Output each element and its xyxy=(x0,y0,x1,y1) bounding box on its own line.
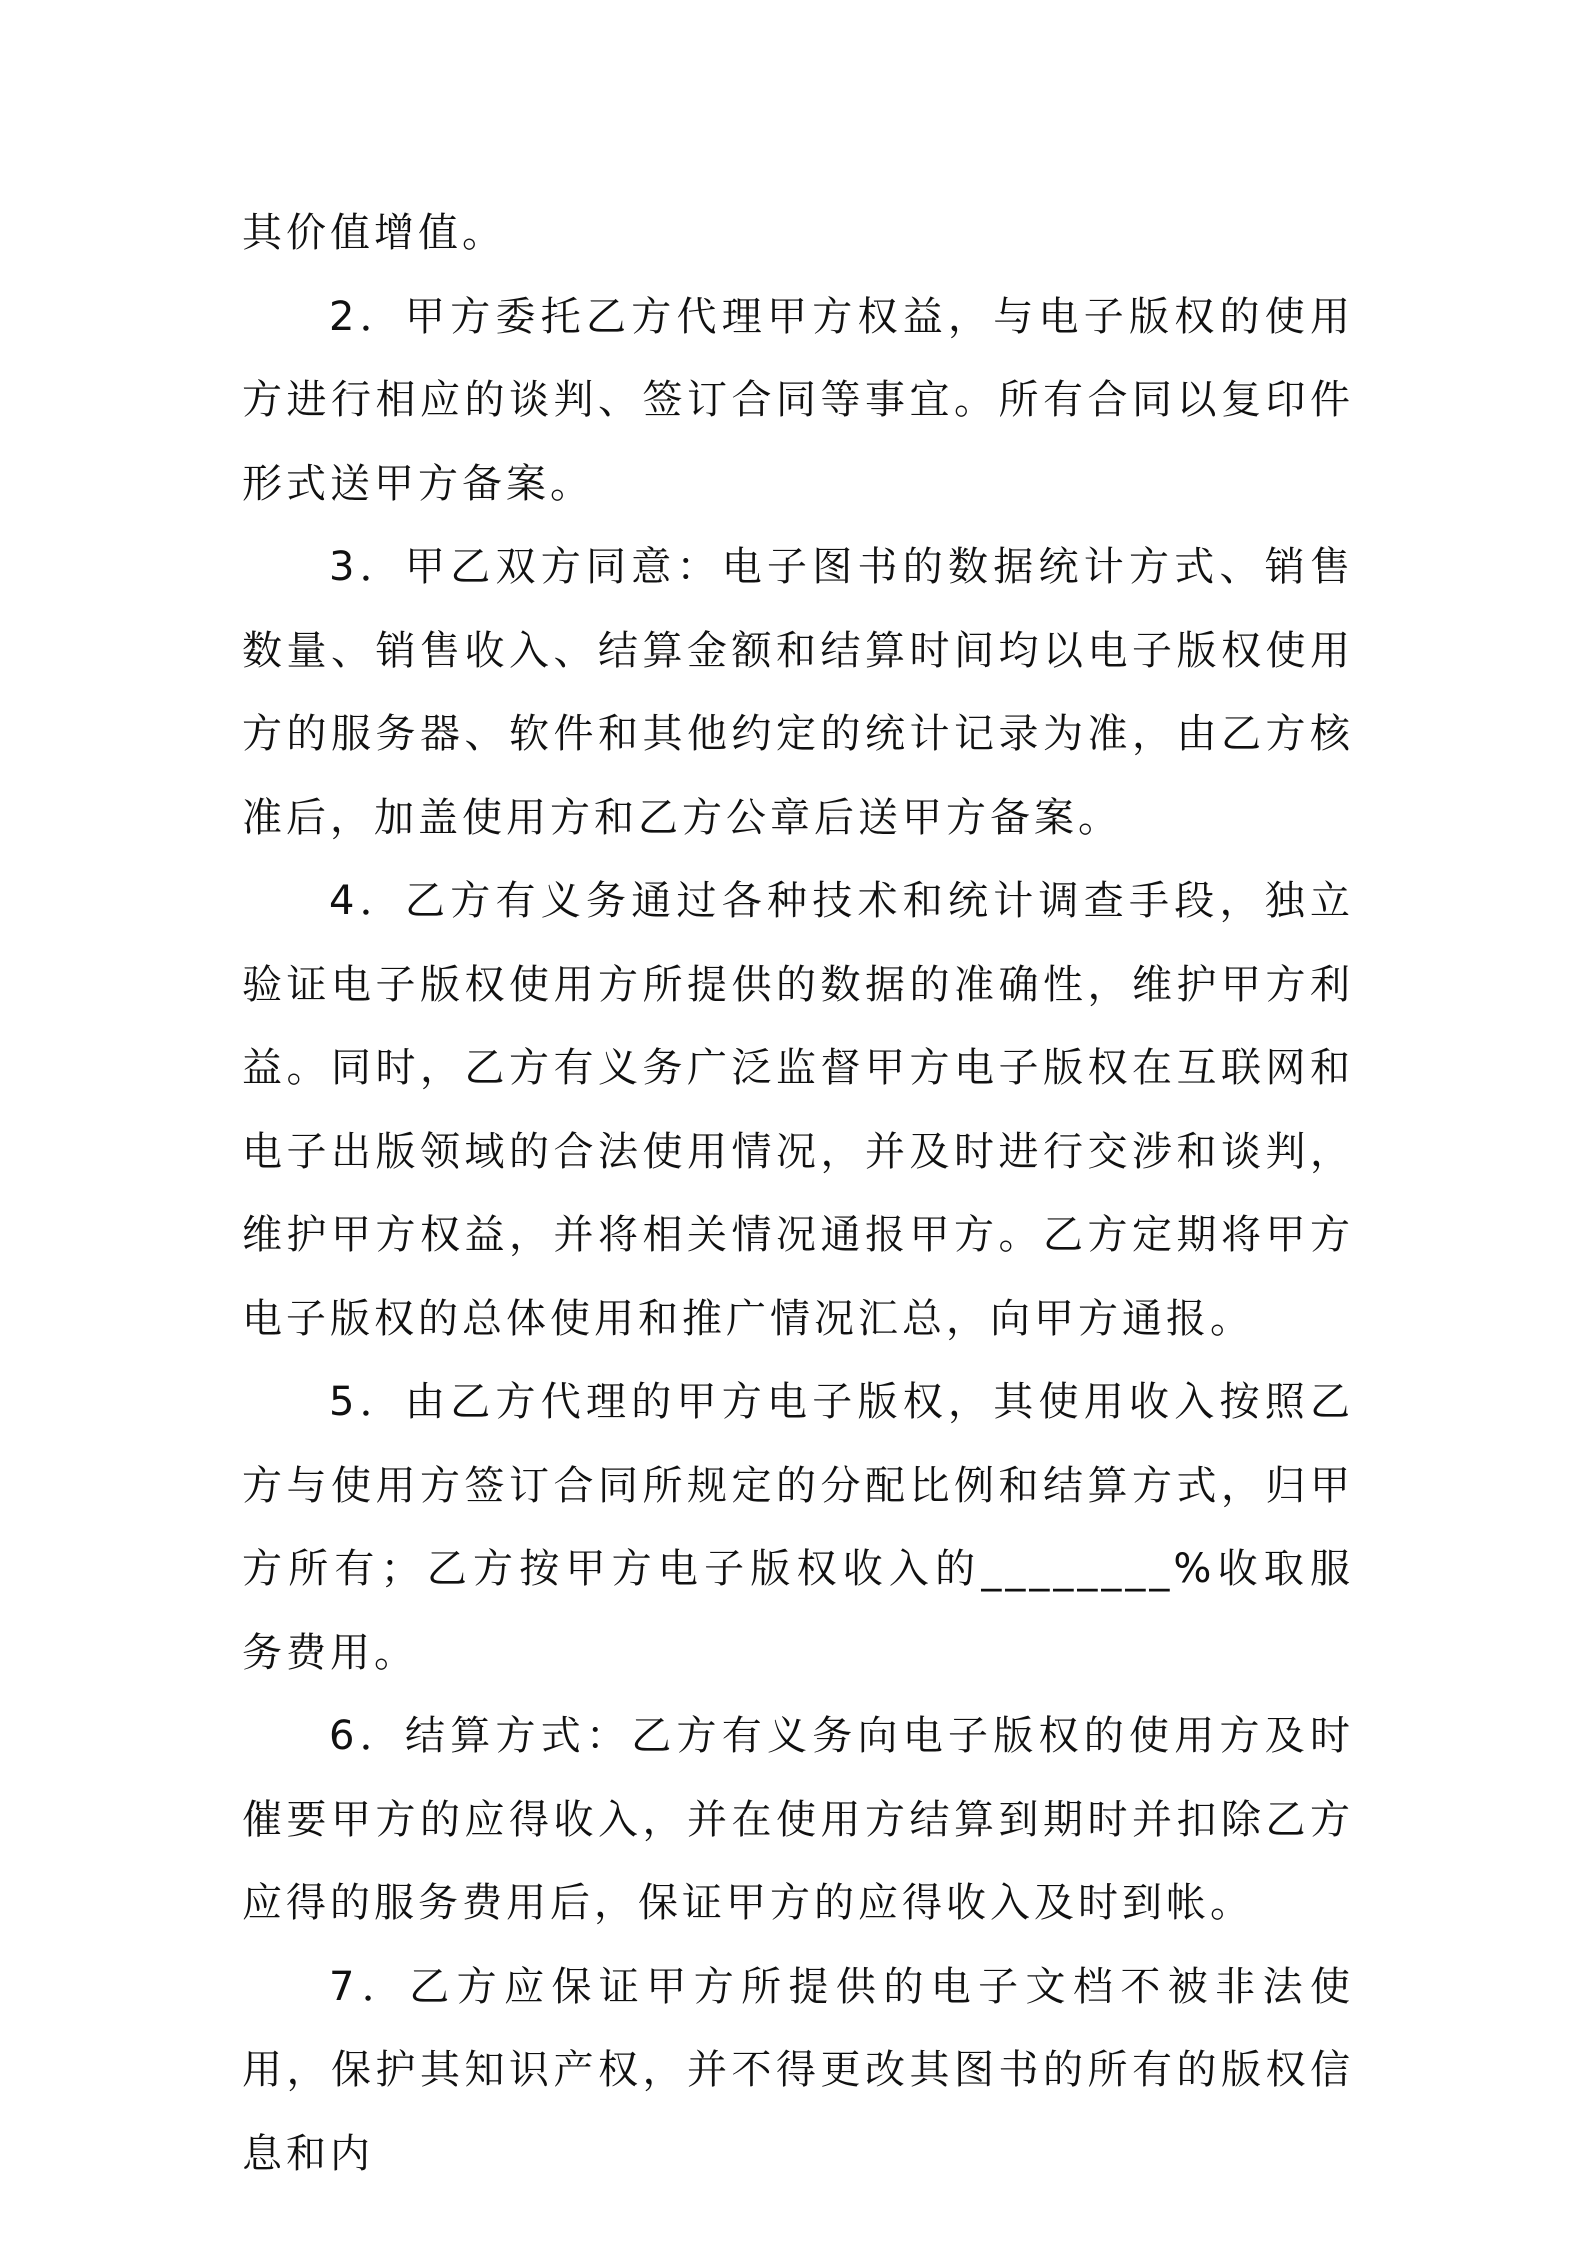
paragraph-clause-4: 4．乙方有义务通过各种技术和统计调查手段，独立验证电子版权使用方所提供的数据的准确性，维护甲方利益。同时，乙方有义务广泛监督甲方电子版权在互联网和电子出版领域的合法使用情况，并及时进行交涉和谈判，维护甲方权益，并将相关情况通报甲方。乙方定期将甲方电子版权的总体使用和推广情况汇总，向甲方通报。 xyxy=(242,878,1354,1342)
paragraph-clause-3: 3．甲乙双方同意：电子图书的数据统计方式、销售数量、销售收入、结算金额和结算时间均以电子版权使用方的服务器、软件和其他约定的统计记录为准，由乙方核准后，加盖使用方和乙方公章后送甲方备案。 xyxy=(242,544,1354,841)
paragraph-continuation: 其价值增值。 xyxy=(242,210,506,256)
paragraph-clause-6: 6．结算方式：乙方有义务向电子版权的使用方及时催要甲方的应得收入，并在使用方结算到期时并扣除乙方应得的服务费用后，保证甲方的应得收入及时到帐。 xyxy=(242,1713,1354,1926)
paragraph-clause-7: 7．乙方应保证甲方所提供的电子文档不被非法使用，保护其知识产权，并不得更改其图书的所有的版权信息和内 xyxy=(242,1963,1354,2177)
paragraph-clause-5: 5．由乙方代理的甲方电子版权，其使用收入按照乙方与使用方签订合同所规定的分配比例和结算方式，归甲方所有；乙方按甲方电子版权收入的________%收取服务费用。 xyxy=(242,1379,1354,1676)
paragraph-clause-2: 2．甲方委托乙方代理甲方权益，与电子版权的使用方进行相应的谈判、签订合同等事宜。所有合同以复印件形式送甲方备案。 xyxy=(242,293,1354,507)
document-body xyxy=(242,192,1354,2196)
